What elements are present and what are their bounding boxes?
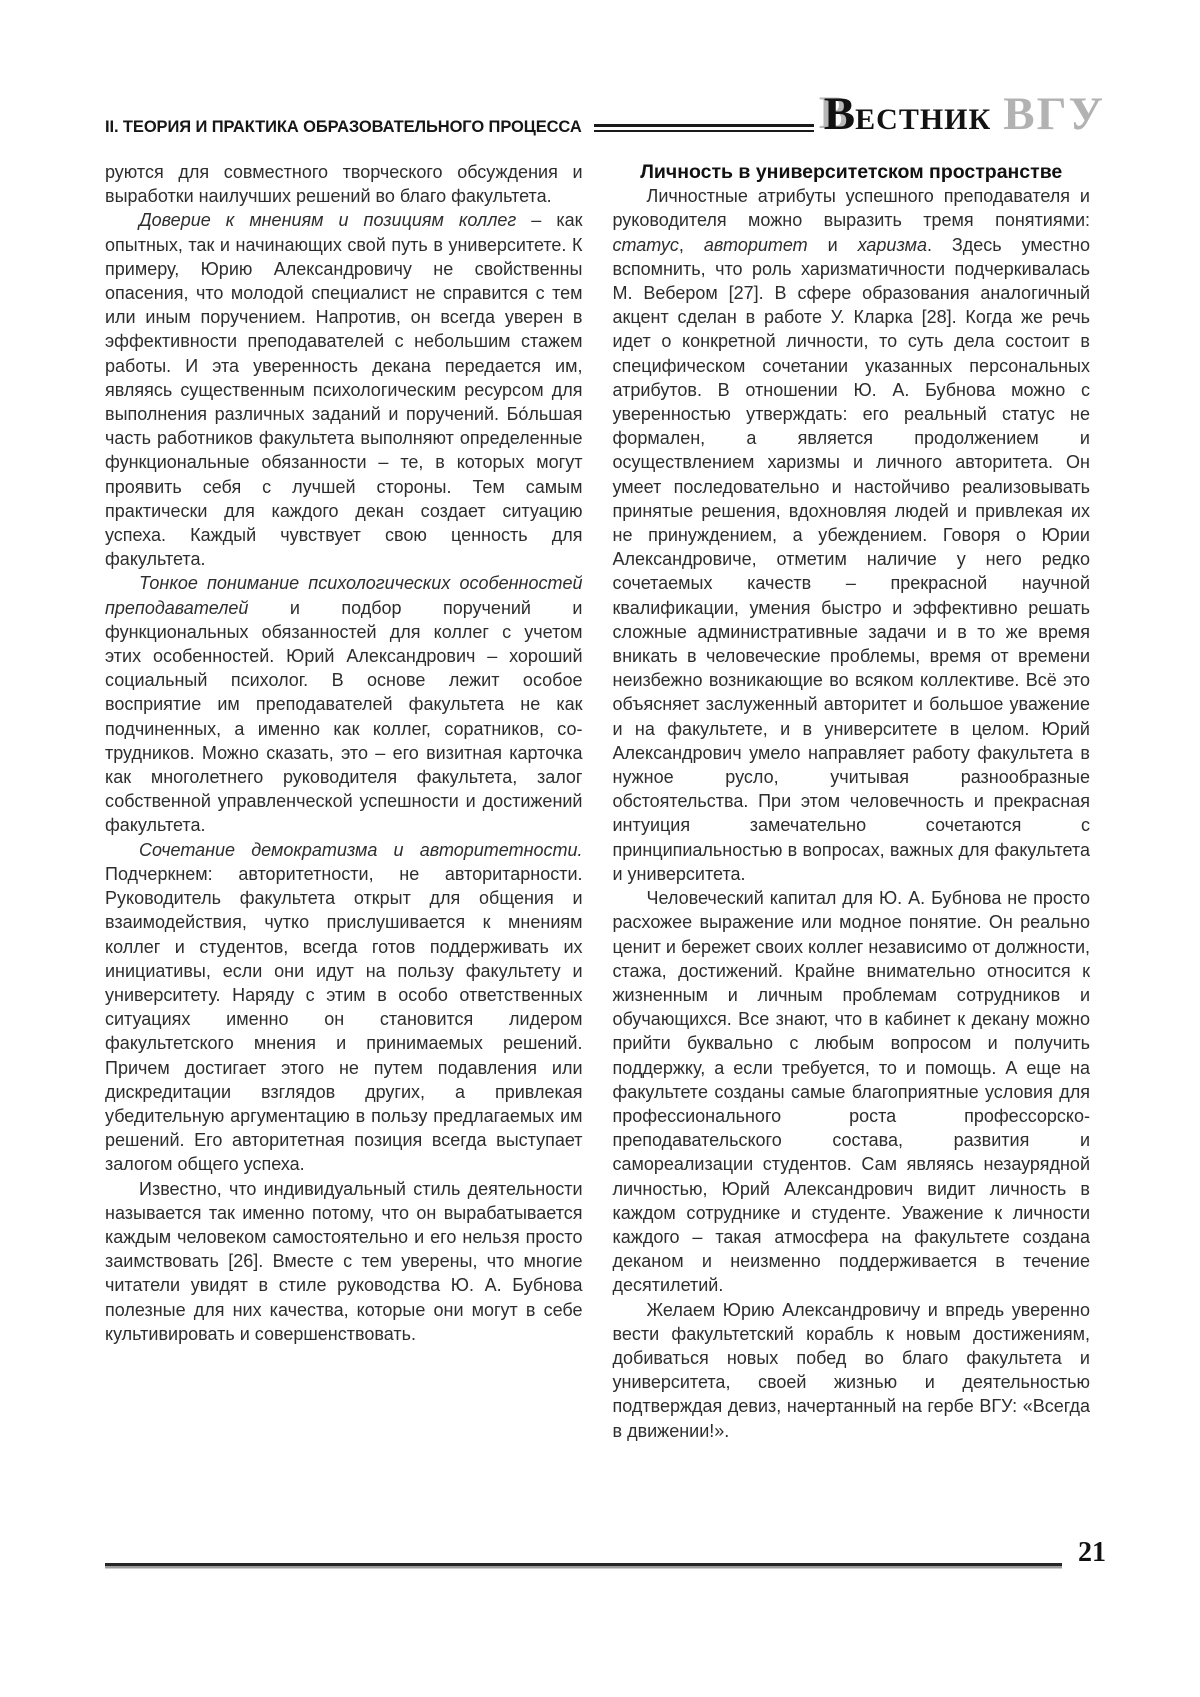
- paragraph: [613, 886, 1091, 1297]
- right-column: [613, 160, 1091, 1443]
- article-body: [105, 160, 1090, 1443]
- paragraph: [105, 838, 583, 1177]
- italic-text-run: Доверие к мнениям и позициям коллег: [139, 210, 517, 231]
- page-header: [105, 88, 1105, 140]
- italic-text-run: Сочетание демократизма и авторитетности.: [139, 839, 583, 860]
- text-run: и: [807, 234, 858, 255]
- journal-abbrev: ВГУ: [1003, 88, 1105, 140]
- text-run: руются для совместного творческого обсуждения и выработки наилучших решений во благо факультета.: [105, 162, 583, 207]
- article-heading: Личность в университетском пространстве: [640, 161, 1063, 183]
- text-run: . Здесь уместно вспомнить, что роль харизматичности подчеркивалась М. Вебером [27]. В сфере образования аналогичный акцент сделан в работе У. Кларка [28]. Когда же речь идет о конкретной личности, то суть дела состоит в специфическом сочетании указанных персональных атрибутов. В отношении Ю. А. Бубнова можно с уверенностью утверждать: его реальный статус не формален, а является продолжением и осуществлением харизмы и личного авторитета. Он умеет последовательно и настойчиво реализовывать принятые решения, вдохновляя людей и привлекая их не принуждением, а убеждением. Говоря о Юрии Александровиче, отметим наличие у него редко сочетаемых качеств – прекрасной научной квалификации, умения быстро и эффективно решать сложные административные задачи и в то же время вникать в человеческие проблемы, время от времени неизбежно возникающие во всяком коллективе. Всё это объясняет заслуженный авторитет и большое уважение и на факультете, и в университете в целом. Юрий Александрович умело направляет работу факультета в нужное русло, учитывая разнообразные обстоятельства. При этом человечность и прекрасная интуиция замечательно сочетаются с принципиальностью в вопросах, важных для факультета и университета.: [612, 234, 1090, 884]
- italic-text-run: статус: [612, 234, 679, 255]
- journal-logo: [823, 88, 1105, 140]
- left-column: [105, 160, 583, 1443]
- paragraph: [105, 571, 583, 837]
- text-run: ,: [678, 234, 704, 255]
- journal-name-initial: В: [823, 88, 856, 140]
- italic-text-run: харизма: [857, 234, 927, 255]
- text-run: Человеческий капитал для Ю. А. Бубнова не просто расхожее выражение или модное понятие. Он реально ценит и бережет своих коллег независимо от должности, стажа, достижений. Крайне внимательно относится к жизненным и личным проблемам сотрудников и обучающихся. Все знают, что в кабинет к декану можно прийти буквально с любым вопросом и получить поддержку, а если требуется, то и помощь. А еще на факультете созданы самые благоприятные условия для профессионального роста профессорско-преподавательского состава, развития и самореализации студентов. Сам являясь незаурядной личностью, Юрий Александрович видит личность в каждом сотруднике и студенте. Уважение к личности каждого – такая атмосфера на факультете создана деканом и неизменно поддерживается в течение десятилетий.: [612, 888, 1090, 1296]
- italic-text-run: Тонкое понимание психологических особенностей преподавателей: [105, 573, 583, 618]
- page-number: 21: [1078, 1537, 1106, 1568]
- header-rule: [594, 124, 814, 132]
- paragraph: [613, 1298, 1091, 1443]
- paragraph: [105, 1177, 583, 1346]
- text-run: и подбор поручений и функциональных обязанностей для коллег с учетом этих особенностей. Юрий Александрович – хороший социальный психолог. В основе лежит особое восприятие им преподавателей факультета не как подчиненных, а именно как коллег, соратников, со-трудников. Можно сказать, это – его визитная карточка как многолетнего руководителя факультета, залог собственной управленческой успешности и достижений факультета.: [105, 597, 583, 836]
- text-run: Желаем Юрию Александровичу и впредь уверенно вести факультетский корабль к новым достижениям, добиваться новых побед во благо факультета и университета, своей жизнью и деятельностью подтверждая девиз, начертанный на гербе ВГУ: «Всегда в движении!».: [612, 1299, 1090, 1441]
- text-run: – как опытных, так и начинающих свой путь в университете. К примеру, Юрию Александровичу не свойственны опасения, что молодой специалист не справится с тем или иным поручением. Напротив, он всегда уверен в эффективности преподавателей с небольшим стажем работы. И эта уверенность декана передается им, являясь существенным психологическим ресурсом для выполнения различных заданий и поручений. Бо́льшая часть работников факультета выполняют определенные функциональные обязанности – те, в которых могут проявить себя с лучшей стороны. Тем самым практически для каждого декан создает ситуацию успеха. Каждый чувствует свою ценность для факультета.: [105, 210, 583, 570]
- paragraph: [105, 208, 583, 571]
- text-run: Подчеркнем: авторитетности, не авторитарности. Руководитель факультета открыт для общения и взаимодействия, чутко прислушивается к мнениям коллег и студентов, всегда готов поддерживать их инициативы, если они идут на пользу факультету и университету. Наряду с этим в особо ответственных ситуациях именно он становится лидером факультетского мнения и принимаемых решений. Причем достигает этого не путем подавления или дискредитации взглядов других, а привлекая убедительную аргументацию в пользу предлагаемых им решений. Его авторитетная позиция всегда выступает залогом общего успеха.: [105, 863, 583, 1175]
- footer-rule: [105, 1563, 1062, 1566]
- paragraph: [105, 160, 583, 208]
- journal-name-rest: ЕСТНИК: [855, 103, 992, 136]
- section-title: II. ТЕОРИЯ И ПРАКТИКА ОБРАЗОВАТЕЛЬНОГО ПРОЦЕССА: [105, 118, 582, 136]
- italic-text-run: авторитет: [703, 234, 808, 255]
- paragraph: [613, 184, 1091, 886]
- right-column-text: [613, 184, 1091, 1443]
- text-run: Известно, что индивидуальный стиль деятельности называется так именно потому, что он вырабатывается каждым человеком самостоятельно и его нельзя просто заимствовать [26]. Вместе с тем уверены, что многие читатели увидят в стиле руководства Ю. А. Бубнова полезные для них качества, которые они могут в себе культивировать и совершенствовать.: [105, 1178, 583, 1344]
- text-run: Личностные атрибуты успешного преподавателя и руководителя можно выразить тремя понятиями:: [612, 186, 1090, 231]
